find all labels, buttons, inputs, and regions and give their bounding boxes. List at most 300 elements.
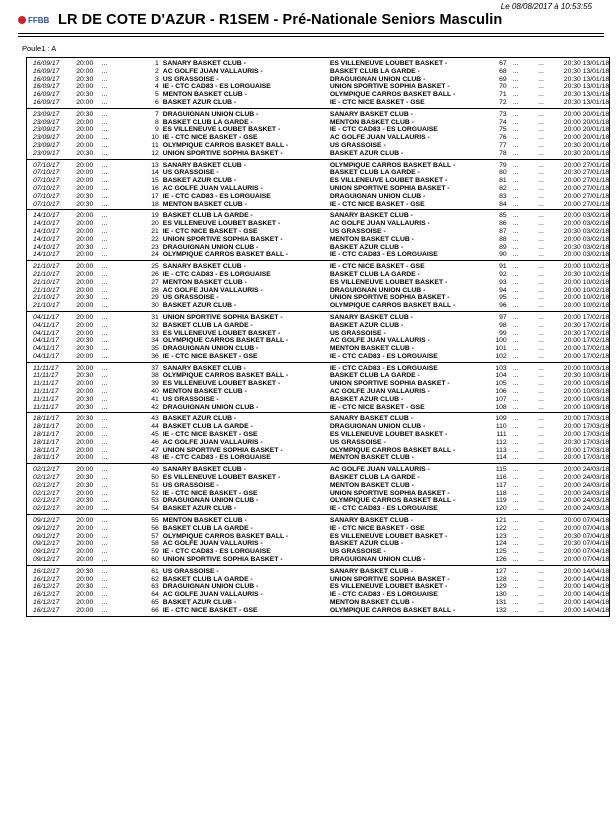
field-placeholder: ...: [101, 200, 108, 208]
matchday-block: [27, 514, 609, 565]
return-match-number: 102: [495, 352, 507, 360]
return-match-number: 114: [495, 454, 507, 462]
field-placeholder: ...: [512, 302, 519, 310]
match-time: 20:00: [76, 505, 94, 513]
return-datetime: 20:00 10/03/18: [563, 395, 609, 403]
field-placeholder: ...: [512, 583, 519, 591]
field-placeholder: ...: [512, 489, 519, 497]
home-team: UNION SPORTIVE SOPHIA BASKET -: [162, 446, 283, 454]
field-placeholder: ...: [538, 403, 544, 411]
return-datetime: 20:00 10/02/18: [563, 278, 609, 286]
table-row: [27, 322, 609, 330]
away-team: BASKET AZUR CLUB -: [329, 395, 404, 403]
match-number: 47: [151, 446, 159, 454]
return-datetime: 20:00 27/01/18: [563, 177, 609, 185]
return-datetime: 20:30 13/01/18: [563, 75, 609, 83]
home-team: SANARY BASKET CLUB -: [162, 161, 246, 169]
match-number: 2: [155, 67, 159, 75]
away-team: ES VILLENEUVE LOUBET BASKET -: [329, 177, 448, 185]
away-team: AC GOLFE JUAN VALLAURIS -: [329, 337, 430, 345]
field-placeholder: ...: [101, 184, 108, 192]
match-date: 18/11/17: [33, 454, 59, 462]
field-placeholder: ...: [101, 474, 108, 482]
return-match-number: 120: [495, 505, 507, 513]
table-row: [27, 431, 609, 439]
return-datetime: 20:00 17/03/18: [563, 415, 609, 423]
field-placeholder: ...: [538, 126, 544, 134]
match-date: 02/12/17: [33, 474, 60, 482]
match-number: 53: [151, 497, 159, 505]
return-match-number: 74: [499, 118, 507, 126]
field-placeholder: ...: [538, 118, 544, 126]
return-match-number: 84: [499, 200, 507, 208]
home-team: BASKET AZUR CLUB -: [162, 599, 237, 606]
return-datetime: 20:30 13/01/18: [563, 67, 609, 75]
field-placeholder: ...: [538, 474, 544, 482]
field-placeholder: ...: [512, 220, 519, 228]
field-placeholder: ...: [101, 497, 108, 505]
match-time: 20:00: [76, 169, 94, 177]
field-placeholder: ...: [512, 60, 519, 67]
match-time: 20:00: [76, 184, 94, 192]
return-match-number: 68: [499, 67, 507, 75]
match-number: 62: [151, 575, 159, 583]
field-placeholder: ...: [101, 591, 108, 599]
field-placeholder: ...: [538, 149, 544, 157]
title-rule-top: [18, 33, 604, 34]
return-match-number: 69: [499, 75, 507, 83]
match-date: 09/12/17: [33, 517, 60, 525]
match-date: 02/12/17: [33, 505, 60, 513]
field-placeholder: ...: [538, 161, 544, 169]
match-date: 14/10/17: [33, 227, 60, 235]
home-team: IE - CTC CAD83 - ES LORGUAISE: [162, 548, 271, 556]
away-team: UNION SPORTIVE SOPHIA BASKET -: [329, 575, 450, 583]
match-time: 20:30: [76, 395, 94, 403]
field-placeholder: ...: [512, 98, 519, 106]
match-time: 20:00: [76, 556, 94, 564]
return-datetime: 20:00 27/01/18: [563, 200, 609, 208]
home-team: UNION SPORTIVE SOPHIA BASKET -: [162, 149, 283, 157]
return-match-number: 126: [495, 556, 507, 564]
field-placeholder: ...: [101, 489, 108, 497]
match-date: 11/11/17: [33, 380, 59, 388]
match-number: 33: [151, 329, 159, 337]
match-number: 52: [151, 489, 159, 497]
field-placeholder: ...: [512, 446, 519, 454]
match-number: 54: [151, 505, 159, 513]
title-rule-bottom: [18, 36, 604, 37]
return-datetime: 20:30 13/01/18: [563, 83, 609, 91]
field-placeholder: ...: [101, 372, 108, 380]
away-team: MENTON BASKET CLUB -: [329, 481, 414, 489]
table-row: [27, 162, 609, 170]
match-number: 55: [151, 517, 159, 525]
table-row: [27, 193, 609, 201]
table-row: [27, 353, 609, 361]
field-placeholder: ...: [512, 481, 519, 489]
return-match-number: 79: [499, 161, 507, 169]
home-team: IE - CTC NICE BASKET - GSE: [162, 431, 258, 439]
match-time: 20:00: [76, 161, 94, 169]
away-team: BASKET AZUR CLUB -: [329, 540, 404, 548]
home-team: IE - CTC NICE BASKET - GSE: [162, 134, 258, 142]
away-team: IE - CTC NICE BASKET - GSE: [329, 403, 425, 411]
field-placeholder: ...: [512, 227, 519, 235]
return-datetime: 20:00 14/04/18: [563, 583, 609, 591]
return-match-number: 129: [495, 583, 507, 591]
home-team: IE - CTC NICE BASKET - GSE: [162, 352, 258, 360]
home-team: BASKET CLUB LA GARDE -: [162, 524, 253, 532]
match-date: 16/09/17: [33, 60, 60, 67]
field-placeholder: ...: [512, 395, 519, 403]
table-row: [27, 150, 609, 158]
field-placeholder: ...: [512, 337, 519, 345]
match-number: 28: [151, 286, 159, 294]
match-number: 40: [151, 388, 159, 396]
return-datetime: 20:00 24/03/18: [563, 466, 609, 474]
match-date: 16/12/17: [33, 606, 60, 614]
return-datetime: 20:30 07/04/18: [563, 532, 609, 540]
field-placeholder: ...: [538, 278, 544, 286]
field-placeholder: ...: [512, 177, 519, 185]
home-team: BASKET CLUB LA GARDE -: [162, 423, 253, 431]
field-placeholder: ...: [512, 294, 519, 302]
return-datetime: 20:00 17/03/18: [563, 446, 609, 454]
field-placeholder: ...: [512, 532, 519, 540]
field-placeholder: ...: [101, 329, 108, 337]
table-row: [27, 83, 609, 91]
field-placeholder: ...: [512, 91, 519, 99]
field-placeholder: ...: [101, 212, 108, 220]
return-match-number: 130: [495, 591, 507, 599]
field-placeholder: ...: [538, 75, 544, 83]
return-match-number: 121: [495, 517, 507, 525]
poule-label: Poule1 : A: [22, 44, 57, 53]
field-placeholder: ...: [101, 263, 108, 271]
match-date: 07/10/17: [33, 184, 60, 192]
table-row: [27, 517, 609, 525]
field-placeholder: ...: [512, 474, 519, 482]
home-team: IE - CTC NICE BASKET - GSE: [162, 227, 258, 235]
page-title: LR DE COTE D'AZUR - R1SEM - Pré-Nationale Seniors Masculin: [58, 12, 503, 28]
field-placeholder: ...: [512, 110, 519, 118]
return-datetime: 20:00 10/03/18: [563, 388, 609, 396]
match-number: 56: [151, 524, 159, 532]
field-placeholder: ...: [538, 497, 544, 505]
field-placeholder: ...: [101, 270, 108, 278]
match-number: 18: [151, 200, 159, 208]
home-team: ES VILLENEUVE LOUBET BASKET -: [162, 474, 281, 482]
field-placeholder: ...: [538, 263, 544, 271]
return-match-number: 125: [495, 548, 507, 556]
field-placeholder: ...: [101, 220, 108, 228]
match-time: 20:00: [76, 83, 94, 91]
away-team: OLYMPIQUE CARROS BASKET BALL -: [329, 91, 456, 99]
match-number: 34: [151, 337, 159, 345]
home-team: OLYMPIQUE CARROS BASKET BALL -: [162, 372, 289, 380]
match-time: 20:30: [76, 337, 94, 345]
home-team: ES VILLENEUVE LOUBET BASKET -: [162, 126, 281, 134]
match-number: 49: [151, 466, 159, 474]
field-placeholder: ...: [538, 548, 544, 556]
away-team: ES VILLENEUVE LOUBET BASKET -: [329, 583, 448, 591]
match-date: 21/10/17: [33, 270, 60, 278]
field-placeholder: ...: [101, 556, 108, 564]
match-date: 16/09/17: [33, 83, 60, 91]
return-match-number: 116: [495, 474, 507, 482]
table-row: [27, 294, 609, 302]
away-team: BASKET AZUR CLUB -: [329, 243, 404, 251]
home-team: MENTON BASKET CLUB -: [162, 517, 247, 525]
match-date: 07/10/17: [33, 192, 60, 200]
table-row: [27, 330, 609, 338]
match-time: 20:00: [76, 270, 94, 278]
match-number: 64: [151, 591, 159, 599]
field-placeholder: ...: [512, 517, 519, 525]
match-date: 14/10/17: [33, 243, 60, 251]
home-team: UNION SPORTIVE SOPHIA BASKET -: [162, 235, 283, 243]
away-team: SANARY BASKET CLUB -: [329, 415, 413, 423]
return-match-number: 86: [499, 220, 507, 228]
return-match-number: 111: [496, 431, 507, 439]
home-team: IE - CTC CAD83 - ES LORGUAISE: [162, 270, 271, 278]
match-time: 20:00: [76, 438, 94, 446]
field-placeholder: ...: [538, 91, 544, 99]
return-datetime: 20:00 24/03/18: [563, 489, 609, 497]
table-row: [27, 447, 609, 455]
match-number: 48: [151, 454, 159, 462]
field-placeholder: ...: [512, 141, 519, 149]
match-date: 07/10/17: [33, 169, 60, 177]
match-number: 3: [155, 75, 159, 83]
away-team: DRAGUIGNAN UNION CLUB -: [329, 75, 426, 83]
match-number: 22: [151, 235, 159, 243]
return-datetime: 20:30 07/04/18: [563, 540, 609, 548]
match-number: 35: [151, 345, 159, 353]
match-date: 18/11/17: [33, 431, 59, 439]
return-match-number: 100: [495, 337, 507, 345]
match-date: 21/10/17: [33, 294, 60, 302]
away-team: DRAGUIGNAN UNION CLUB -: [329, 423, 426, 431]
match-date: 11/11/17: [33, 388, 59, 396]
away-team: US GRASSOISE -: [329, 548, 386, 556]
match-date: 11/11/17: [33, 364, 59, 372]
return-match-number: 109: [495, 415, 507, 423]
match-time: 20:00: [76, 313, 94, 321]
match-time: 20:00: [76, 532, 94, 540]
home-team: ES VILLENEUVE LOUBET BASKET -: [162, 380, 281, 388]
match-time: 20:00: [76, 591, 94, 599]
return-datetime: 20:30 20/01/18: [563, 141, 609, 149]
field-placeholder: ...: [538, 313, 544, 321]
field-placeholder: ...: [101, 431, 108, 439]
away-team: UNION SPORTIVE SOPHIA BASKET -: [329, 294, 450, 302]
away-team: AC GOLFE JUAN VALLAURIS -: [329, 466, 430, 474]
match-time: 20:30: [76, 192, 94, 200]
return-match-number: 131: [495, 599, 507, 606]
field-placeholder: ...: [538, 169, 544, 177]
field-placeholder: ...: [538, 532, 544, 540]
match-number: 9: [155, 126, 159, 134]
field-placeholder: ...: [538, 446, 544, 454]
match-date: 04/11/17: [33, 337, 59, 345]
match-date: 16/09/17: [33, 75, 60, 83]
match-time: 20:00: [76, 388, 94, 396]
return-datetime: 20:00 17/03/18: [563, 423, 609, 431]
return-match-number: 72: [499, 98, 507, 106]
field-placeholder: ...: [512, 548, 519, 556]
return-datetime: 20:00 24/03/18: [563, 497, 609, 505]
match-number: 8: [155, 118, 159, 126]
match-time: 20:00: [76, 212, 94, 220]
field-placeholder: ...: [538, 141, 544, 149]
field-placeholder: ...: [512, 313, 519, 321]
match-date: 09/12/17: [33, 540, 60, 548]
return-match-number: 82: [499, 184, 507, 192]
field-placeholder: ...: [512, 438, 519, 446]
match-time: 20:00: [76, 235, 94, 243]
return-match-number: 115: [495, 466, 507, 474]
home-team: IE - CTC CAD83 - ES LORGUAISE: [162, 192, 271, 200]
match-time: 20:30: [76, 243, 94, 251]
match-date: 16/12/17: [33, 599, 60, 606]
field-placeholder: ...: [512, 169, 519, 177]
field-placeholder: ...: [538, 243, 544, 251]
return-match-number: 95: [499, 294, 507, 302]
table-row: [27, 111, 609, 119]
away-team: SANARY BASKET CLUB -: [329, 212, 413, 220]
matchday-block: [27, 108, 609, 159]
field-placeholder: ...: [538, 134, 544, 142]
table-row: [27, 134, 609, 142]
table-row: [27, 76, 609, 84]
away-team: IE - CTC NICE BASKET - GSE: [329, 200, 425, 208]
match-number: 16: [151, 184, 159, 192]
return-datetime: 20:00 10/03/18: [563, 380, 609, 388]
away-team: IE - CTC CAD83 - ES LORGUAISE: [329, 591, 438, 599]
field-placeholder: ...: [538, 606, 544, 614]
return-datetime: 20:00 17/02/18: [563, 313, 609, 321]
field-placeholder: ...: [538, 212, 544, 220]
table-row: [27, 314, 609, 322]
field-placeholder: ...: [101, 278, 108, 286]
home-team: DRAGUIGNAN UNION CLUB -: [162, 403, 259, 411]
away-team: BASKET AZUR CLUB -: [329, 149, 404, 157]
home-team: MENTON BASKET CLUB -: [162, 278, 247, 286]
match-date: 02/12/17: [33, 466, 60, 474]
table-row: [27, 466, 609, 474]
field-placeholder: ...: [512, 149, 519, 157]
match-date: 04/11/17: [33, 352, 59, 360]
match-schedule: [26, 57, 610, 617]
return-datetime: 20:00 10/02/18: [563, 263, 609, 271]
match-number: 4: [155, 83, 159, 91]
return-match-number: 77: [499, 141, 507, 149]
match-number: 19: [151, 212, 159, 220]
match-date: 23/09/17: [33, 141, 60, 149]
table-row: [27, 533, 609, 541]
field-placeholder: ...: [101, 380, 108, 388]
match-date: 18/11/17: [33, 415, 59, 423]
match-number: 65: [151, 599, 159, 606]
home-team: US GRASSOISE -: [162, 169, 219, 177]
match-date: 07/10/17: [33, 200, 60, 208]
away-team: OLYMPIQUE CARROS BASKET BALL -: [329, 302, 456, 310]
match-number: 45: [151, 431, 159, 439]
table-row: [27, 126, 609, 134]
match-date: 16/12/17: [33, 583, 60, 591]
match-number: 15: [151, 177, 159, 185]
match-date: 14/10/17: [33, 220, 60, 228]
table-row: [27, 185, 609, 193]
field-placeholder: ...: [538, 380, 544, 388]
return-datetime: 20:30 13/01/18: [563, 91, 609, 99]
field-placeholder: ...: [512, 497, 519, 505]
away-team: ES VILLENEUVE LOUBET BASKET -: [329, 532, 448, 540]
field-placeholder: ...: [101, 141, 108, 149]
return-datetime: 20:00 10/02/18: [563, 294, 609, 302]
field-placeholder: ...: [512, 251, 519, 259]
field-placeholder: ...: [538, 431, 544, 439]
table-row: [27, 99, 609, 107]
match-number: 44: [151, 423, 159, 431]
home-team: US GRASSOISE -: [162, 395, 219, 403]
table-row: [27, 482, 609, 490]
match-number: 11: [151, 141, 159, 149]
matchday-block: [27, 362, 609, 413]
home-team: SANARY BASKET CLUB -: [162, 263, 246, 271]
field-placeholder: ...: [538, 177, 544, 185]
match-time: 20:00: [76, 177, 94, 185]
field-placeholder: ...: [512, 403, 519, 411]
field-placeholder: ...: [512, 591, 519, 599]
away-team: AC GOLFE JUAN VALLAURIS -: [329, 134, 430, 142]
match-number: 41: [151, 395, 159, 403]
away-team: ES VILLENEUVE LOUBET BASKET -: [329, 278, 448, 286]
match-time: 20:00: [76, 489, 94, 497]
away-team: IE - CTC CAD83 - ES LORGUAISE: [329, 505, 438, 513]
table-row: [27, 556, 609, 564]
home-team: BASKET CLUB LA GARDE -: [162, 118, 253, 126]
return-match-number: 83: [499, 192, 507, 200]
match-date: 16/09/17: [33, 67, 60, 75]
match-date: 09/12/17: [33, 548, 60, 556]
match-number: 24: [151, 251, 159, 259]
field-placeholder: ...: [538, 286, 544, 294]
return-datetime: 20:00 03/02/18: [563, 212, 609, 220]
field-placeholder: ...: [538, 415, 544, 423]
home-team: IE - CTC NICE BASKET - GSE: [162, 489, 258, 497]
field-placeholder: ...: [538, 329, 544, 337]
away-team: BASKET CLUB LA GARDE -: [329, 67, 420, 75]
away-team: IE - CTC NICE BASKET - GSE: [329, 524, 425, 532]
home-team: SANARY BASKET CLUB -: [162, 466, 246, 474]
field-placeholder: ...: [538, 220, 544, 228]
return-match-number: 119: [495, 497, 507, 505]
field-placeholder: ...: [538, 591, 544, 599]
return-datetime: 20:00 24/03/18: [563, 474, 609, 482]
return-match-number: 99: [499, 329, 507, 337]
match-time: 20:00: [76, 251, 94, 259]
field-placeholder: ...: [101, 540, 108, 548]
table-row: [27, 142, 609, 150]
match-number: 66: [151, 606, 159, 614]
field-placeholder: ...: [101, 352, 108, 360]
field-placeholder: ...: [538, 599, 544, 606]
return-match-number: 105: [495, 380, 507, 388]
home-team: BASKET AZUR CLUB -: [162, 302, 237, 310]
